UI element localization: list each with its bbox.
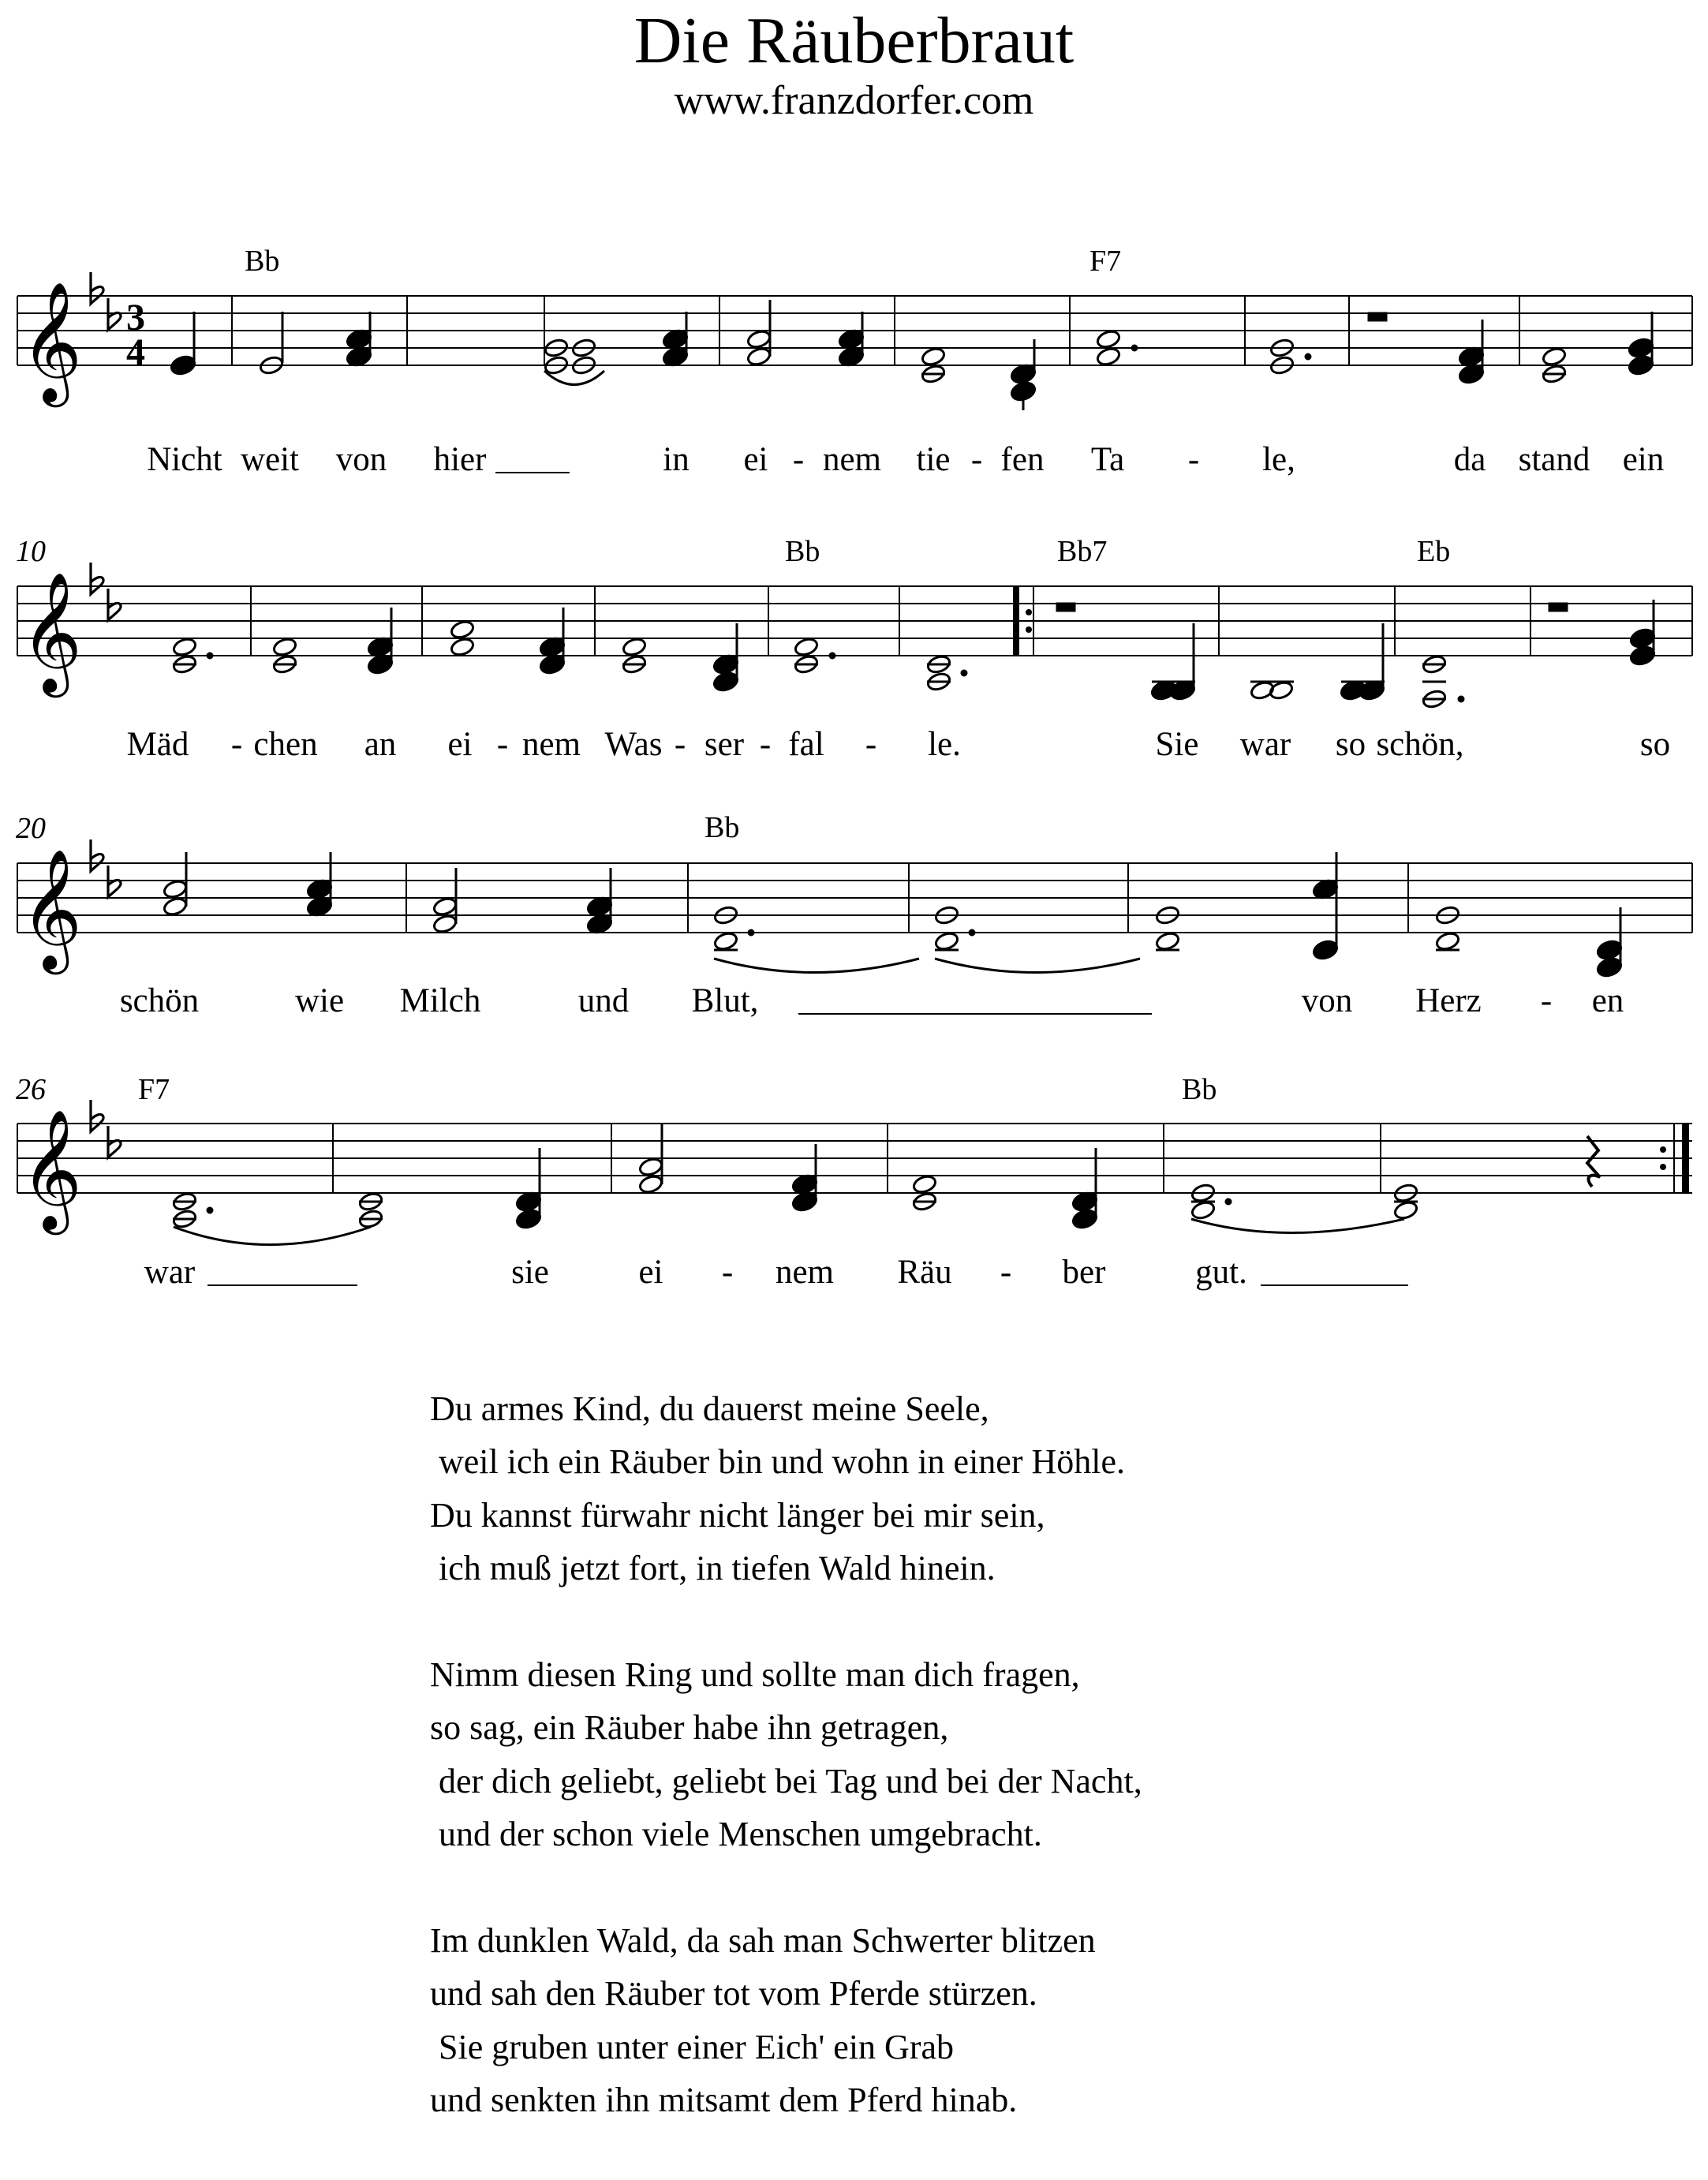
lyric-syllable: und <box>577 982 630 1019</box>
lyric-syllable: so <box>1335 726 1366 763</box>
stanza-1 <box>430 1382 1142 1595</box>
lyric-syllable: nem <box>521 726 581 763</box>
lyric-syllable: nem <box>822 441 882 478</box>
lyric-syllable: ei <box>743 441 768 478</box>
lyric-syllable: - <box>865 726 877 763</box>
treble-clef-icon: 𝄞 <box>21 1109 83 1230</box>
time-signature-top: 3 <box>126 297 145 338</box>
treble-clef-icon: 𝄞 <box>21 848 83 970</box>
lyrics-line-2 <box>127 726 1671 763</box>
verse-line: Du kannst fürwahr nicht länger bei mir sein, <box>430 1495 1045 1535</box>
measure-number: 10 <box>16 535 46 568</box>
verse-line: Im dunklen Wald, da sah man Schwerter blitzen <box>430 1921 1096 1961</box>
lyric-syllable: Nicht <box>147 441 222 478</box>
lyric-syllable: Mäd <box>126 726 189 763</box>
lyric-syllable: stand <box>1518 441 1590 478</box>
chord-symbol: Bb <box>705 811 740 844</box>
lyric-syllable: - <box>970 441 983 478</box>
treble-clef-icon: 𝄞 <box>21 281 83 402</box>
lyric-syllable: in <box>663 441 690 478</box>
lyric-syllable: nem <box>775 1254 835 1291</box>
lyric-syllable: le, <box>1262 441 1295 478</box>
lyric-syllable: chen <box>253 726 318 763</box>
lyric-syllable: - <box>792 441 805 478</box>
verse-line: Sie gruben unter einer Eich' ein Grab <box>430 2027 955 2066</box>
lyric-syllable: schön <box>119 982 200 1019</box>
time-signature-bottom: 4 <box>126 331 145 373</box>
lyric-syllable: tie <box>916 441 951 478</box>
lyric-syllable: war <box>1239 726 1291 763</box>
stanza-3 <box>430 1914 1142 2127</box>
lyric-syllable: wie <box>294 982 345 1019</box>
lyric-syllable: von <box>1301 982 1353 1019</box>
lyric-syllable: hier <box>433 441 487 478</box>
lyric-syllable: - <box>1000 1254 1012 1291</box>
lyric-syllable: sie <box>511 1254 549 1291</box>
lyric-syllable: weit <box>240 441 300 478</box>
lyric-syllable: Blut, <box>691 982 759 1019</box>
verse-line: und sah den Räuber tot vom Pferde stürzen. <box>430 1974 1037 2014</box>
chord-symbol: Bb <box>245 245 280 278</box>
lyric-syllable: - <box>674 726 686 763</box>
verse-line: und senkten ihn mitsamt dem Pferd hinab. <box>430 2081 1018 2120</box>
lyric-syllable: - <box>230 726 243 763</box>
lyric-syllable: ei <box>638 1254 663 1291</box>
verse-line: ich muß jetzt fort, in tiefen Wald hinein. <box>430 1549 996 1588</box>
lyric-syllable: ber <box>1062 1254 1106 1291</box>
lyrics-line-3 <box>120 982 1624 1019</box>
verse-text <box>430 1382 1142 2180</box>
lyric-syllable: ei <box>447 726 473 763</box>
lyric-syllable: en <box>1591 982 1624 1019</box>
lyric-syllable: an <box>364 726 397 763</box>
song-title: Die Räuberbraut <box>633 4 1075 77</box>
chord-symbol: Eb <box>1417 535 1451 568</box>
lyric-syllable: ser <box>704 726 745 763</box>
lyric-syllable: von <box>335 441 387 478</box>
lyrics-line-1 <box>147 441 1664 478</box>
lyrics-line-4 <box>144 1254 1408 1291</box>
lyric-syllable: so <box>1639 726 1671 763</box>
chord-symbol: F7 <box>1089 245 1122 278</box>
lyric-syllable: - <box>759 726 772 763</box>
lyric-syllable: fal <box>788 726 824 763</box>
lyric-syllable: - <box>721 1254 734 1291</box>
lyric-syllable: war <box>144 1254 196 1291</box>
lyric-syllable: Herz <box>1415 982 1482 1019</box>
measure-number: 20 <box>16 812 46 845</box>
lyric-syllable: gut. <box>1195 1254 1247 1291</box>
verse-line: der dich geliebt, geliebt bei Tag und bei der Nacht, <box>430 1761 1142 1800</box>
lyric-syllable: le. <box>928 726 961 763</box>
verse-line: so sag, ein Räuber habe ihn getragen, <box>430 1708 949 1748</box>
lyric-syllable: - <box>496 726 509 763</box>
lyric-syllable: Was <box>604 726 663 763</box>
chord-symbol: Bb <box>1182 1073 1217 1106</box>
chord-symbol: F7 <box>138 1073 170 1106</box>
lyric-syllable: Milch <box>399 982 481 1019</box>
lyric-syllable: schön, <box>1376 726 1464 763</box>
stanza-2 <box>430 1648 1142 1861</box>
measure-number: 26 <box>16 1073 46 1106</box>
lyric-syllable: ein <box>1622 441 1665 478</box>
lyric-syllable: - <box>1540 982 1553 1019</box>
lyric-syllable: - <box>1187 441 1200 478</box>
lyric-syllable: da <box>1453 441 1486 478</box>
chord-symbol: Bb7 <box>1057 535 1108 568</box>
verse-line: Du armes Kind, du dauerst meine Seele, <box>430 1389 989 1428</box>
treble-clef-icon: 𝄞 <box>21 571 83 693</box>
lyric-syllable: fen <box>1000 441 1045 478</box>
lyric-syllable: Räu <box>897 1254 952 1291</box>
verse-line: Nimm diesen Ring und sollte man dich fragen, <box>430 1655 1080 1695</box>
verse-line: und der schon viele Menschen umgebracht. <box>430 1815 1042 1854</box>
website-url: www.franzdorfer.com <box>674 78 1034 123</box>
lyric-syllable: Ta <box>1090 441 1125 478</box>
lyric-syllable: Sie <box>1155 726 1199 763</box>
verse-line: weil ich ein Räuber bin und wohn in einer Höhle. <box>430 1442 1126 1482</box>
chord-symbol: Bb <box>785 535 820 568</box>
